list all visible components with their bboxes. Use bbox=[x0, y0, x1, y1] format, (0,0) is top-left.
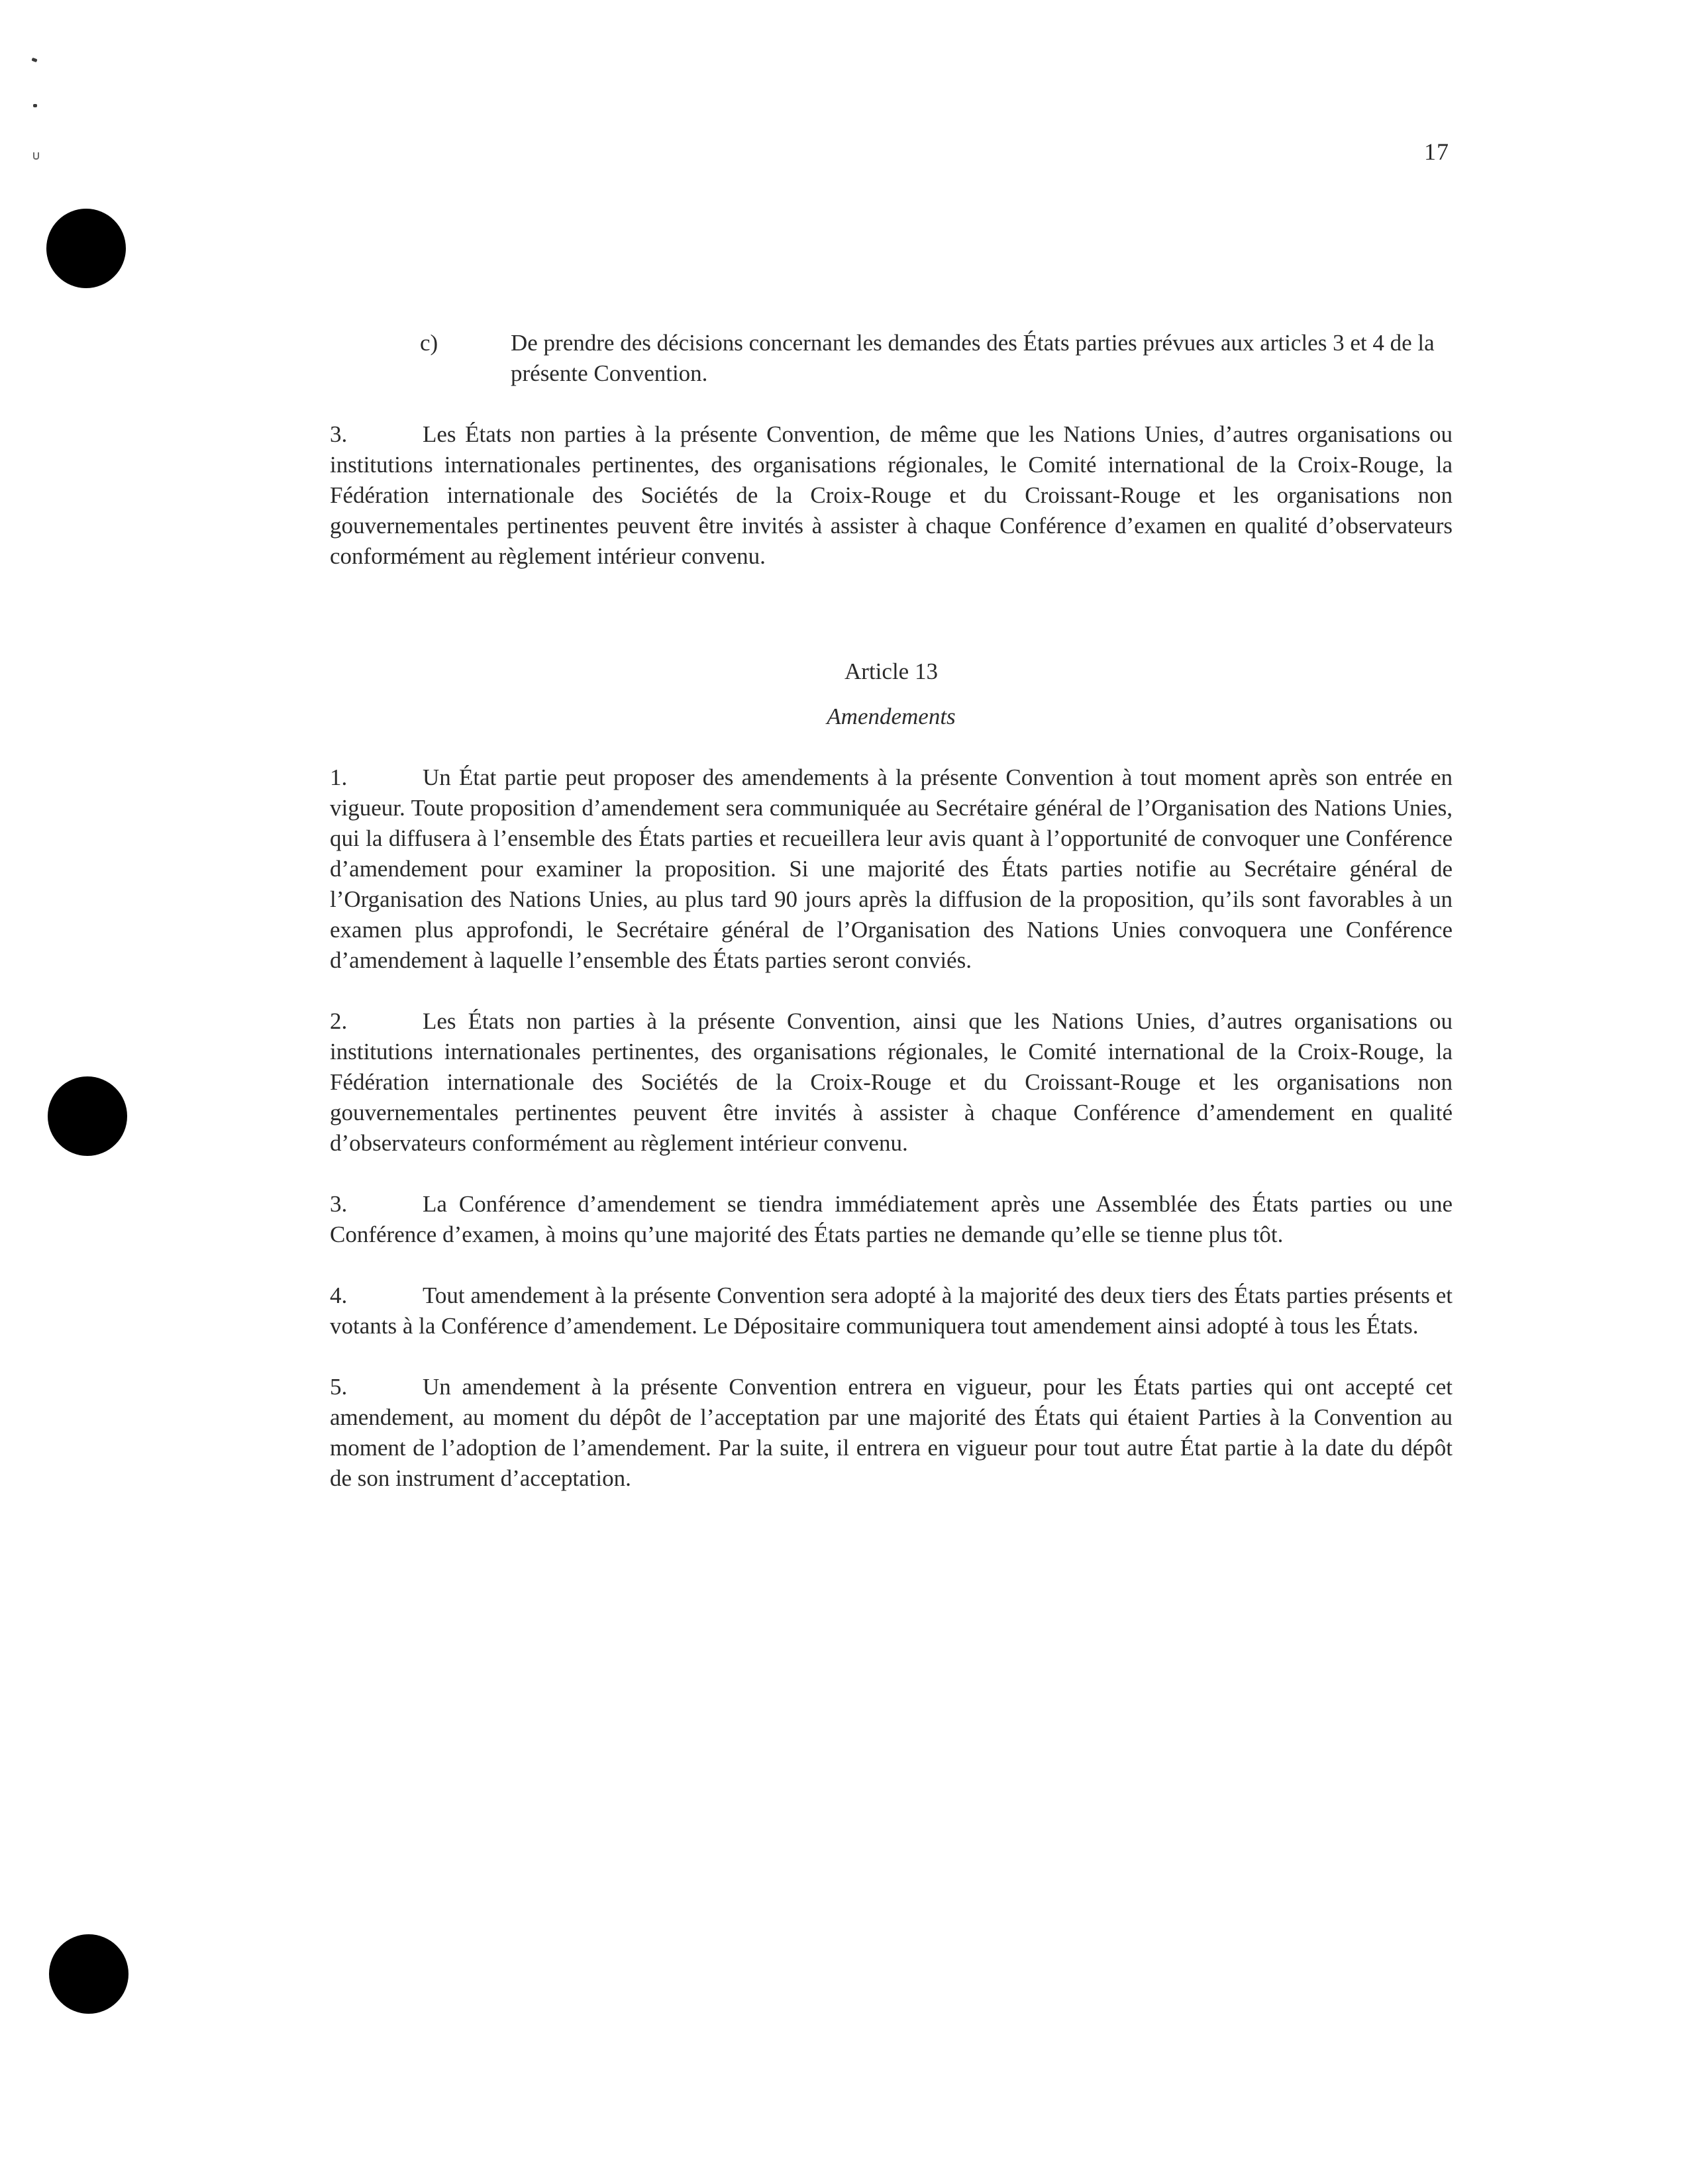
page-number: 17 bbox=[1424, 138, 1449, 165]
paragraph-number: 1. bbox=[330, 764, 348, 790]
article-paragraph-5 bbox=[330, 1372, 1453, 1494]
paragraph-text: La Conférence d’amendement se tiendra immédiatement après une Assemblée des États parties ou une Conférence d’examen, à moins qu’une majorité des États parties ne demande qu’elle se tienne plus tôt. bbox=[330, 1191, 1453, 1247]
list-item-label: c) bbox=[420, 330, 438, 356]
article-title: Article 13 bbox=[844, 658, 938, 684]
list-item-c bbox=[330, 328, 1453, 389]
paragraph-number: 3. bbox=[330, 1191, 348, 1217]
article-paragraph-1 bbox=[330, 762, 1453, 976]
paragraph-number: 4. bbox=[330, 1282, 348, 1308]
paragraph-text: Tout amendement à la présente Convention sera adopté à la majorité des deux tiers des États parties présents et votants à la Conférence d’amendement. Le Dépositaire communiquera tout amendement ainsi adopté à tous les États. bbox=[330, 1282, 1453, 1339]
paragraph-number: 2. bbox=[330, 1008, 348, 1034]
paragraph-text: Un État partie peut proposer des amendements à la présente Convention à tout moment après son entrée en vigueur. Toute proposition d’amendement sera communiquée au Secrétaire général de l’Organisation des Nations Unies, qui la diffusera à l’ensemble des États parties et recueillera leur avis quant à l’opportunité de convoquer une Conférence d’amendement pour examiner la proposition. Si une majorité des États parties notifie au Secrétaire général de l’Organisation des Nations Unies, au plus tard 90 jours après la diffusion de la proposition, qu’ils sont favorables à un examen plus approfondi, le Secrétaire général de l’Organisation des Nations Unies convoquera une Conférence d’amendement à laquelle l’ensemble des États parties seront conviés. bbox=[330, 764, 1453, 973]
punch-hole bbox=[49, 1934, 128, 2014]
article-paragraph-4 bbox=[330, 1280, 1453, 1341]
punch-hole bbox=[48, 1076, 127, 1156]
list-item-text: De prendre des décisions concernant les demandes des États parties prévues aux articles 3 et 4 de la présente Convention. bbox=[511, 330, 1435, 386]
document-body bbox=[330, 328, 1453, 1524]
paragraph-text: Les États non parties à la présente Convention, de même que les Nations Unies, d’autres organisations ou institutions internationales pertinentes, des organisations régionales, le Comité international de la Croix-Rouge, la Fédération internationale des Sociétés de la Croix-Rouge et du Croissant-Rouge et les organisations non gouvernementales pertinentes peuvent être invités à assister à chaque Conférence d’examen en qualité d’observateurs conformément au règlement intérieur convenu. bbox=[330, 421, 1453, 569]
scan-speck bbox=[33, 104, 37, 107]
scan-speck bbox=[33, 152, 39, 160]
paragraph-3 bbox=[330, 419, 1453, 572]
paragraph-number: 5. bbox=[330, 1374, 348, 1400]
punch-hole bbox=[46, 209, 126, 288]
article-paragraph-3 bbox=[330, 1189, 1453, 1250]
paragraph-text: Un amendement à la présente Convention entrera en vigueur, pour les États parties qui ont accepté cet amendement, au moment du dépôt de l’acceptation par une majorité des États qui étaient Parties à la Convention au moment de l’adoption de l’amendement. Par la suite, il entrera en vigueur pour tout autre État partie à la date du dépôt de son instrument d’acceptation. bbox=[330, 1374, 1453, 1491]
article-paragraph-2 bbox=[330, 1006, 1453, 1159]
paragraph-number: 3. bbox=[330, 421, 348, 447]
paragraph-text: Les États non parties à la présente Convention, ainsi que les Nations Unies, d’autres organisations ou institutions internationales pertinentes, des organisations régionales, le Comité international de la Croix-Rouge, la Fédération internationale des Sociétés de la Croix-Rouge et du Croissant-Rouge et les organisations non gouvernementales pertinentes peuvent être invités à assister à chaque Conférence d’amendement en qualité d’observateurs conformément au règlement intérieur convenu. bbox=[330, 1008, 1453, 1156]
scan-speck bbox=[31, 58, 37, 62]
article-subtitle: Amendements bbox=[827, 703, 956, 729]
